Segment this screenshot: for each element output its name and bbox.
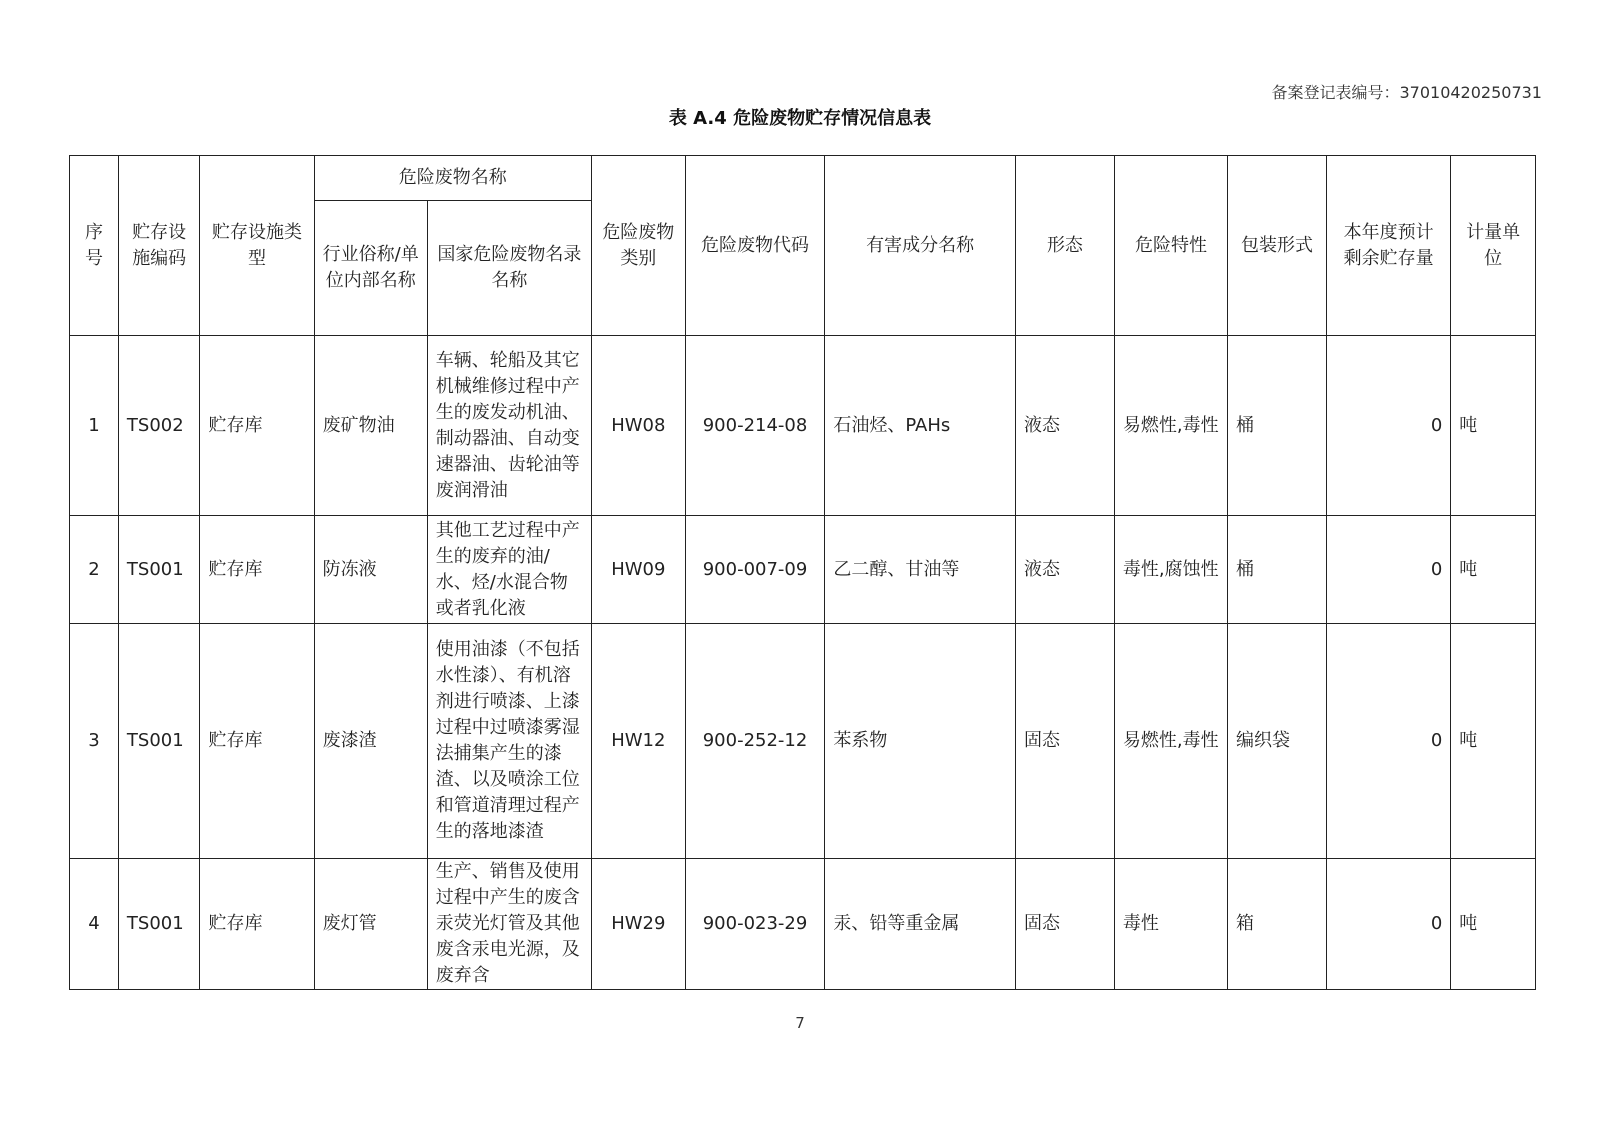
header-facility-type: 贮存设施类型 (200, 156, 314, 336)
cell-remaining: 0 (1326, 624, 1450, 859)
cell-packaging: 桶 (1228, 336, 1327, 516)
cell-packaging: 箱 (1228, 859, 1327, 990)
cell-form: 液态 (1016, 336, 1115, 516)
cell-facility-type: 贮存库 (200, 859, 314, 990)
header-form: 形态 (1016, 156, 1115, 336)
cell-hazard: 易燃性,毒性 (1114, 336, 1227, 516)
header-packaging: 包装形式 (1228, 156, 1327, 336)
cell-unit: 吨 (1451, 624, 1536, 859)
cell-industry-name: 废矿物油 (314, 336, 427, 516)
cell-facility-type: 贮存库 (200, 516, 314, 624)
cell-harmful: 汞、铅等重金属 (825, 859, 1016, 990)
cell-facility-type: 贮存库 (200, 336, 314, 516)
header-remaining: 本年度预计剩余贮存量 (1326, 156, 1450, 336)
cell-hazard: 易燃性,毒性 (1114, 624, 1227, 859)
cell-code: 900-023-29 (685, 859, 825, 990)
cell-harmful: 石油烃、PAHs (825, 336, 1016, 516)
registration-number: 备案登记表编号：37010420250731 (1271, 83, 1542, 102)
cell-industry-name: 废漆渣 (314, 624, 427, 859)
cell-form: 固态 (1016, 624, 1115, 859)
header-industry-name: 行业俗称/单位内部名称 (314, 201, 427, 336)
cell-category: HW12 (591, 624, 685, 859)
cell-unit: 吨 (1451, 516, 1536, 624)
table-row (70, 859, 1536, 990)
cell-form: 液态 (1016, 516, 1115, 624)
cell-unit: 吨 (1451, 336, 1536, 516)
cell-facility-code: TS001 (118, 859, 200, 990)
header-hazard: 危险特性 (1114, 156, 1227, 336)
table-title: 表 A.4 危险废物贮存情况信息表 (668, 108, 932, 129)
cell-packaging: 编织袋 (1228, 624, 1327, 859)
cell-remaining: 0 (1326, 859, 1450, 990)
cell-seq: 3 (70, 624, 119, 859)
cell-harmful: 苯系物 (825, 624, 1016, 859)
cell-remaining: 0 (1326, 336, 1450, 516)
cell-category: HW09 (591, 516, 685, 624)
cell-national-name: 其他工艺过程中产生的废弃的油/水、烃/水混合物或者乳化液 (427, 516, 591, 624)
header-harmful: 有害成分名称 (825, 156, 1016, 336)
cell-national-name: 车辆、轮船及其它机械维修过程中产生的废发动机油、制动器油、自动变速器油、齿轮油等废润滑油 (427, 336, 591, 516)
cell-industry-name: 废灯管 (314, 859, 427, 990)
header-facility-code: 贮存设施编码 (118, 156, 200, 336)
cell-facility-code: TS001 (118, 516, 200, 624)
cell-packaging: 桶 (1228, 516, 1327, 624)
cell-harmful: 乙二醇、甘油等 (825, 516, 1016, 624)
header-code: 危险废物代码 (685, 156, 825, 336)
cell-code: 900-214-08 (685, 336, 825, 516)
page-number: 7 (795, 1014, 805, 1032)
cell-remaining: 0 (1326, 516, 1450, 624)
cell-code: 900-252-12 (685, 624, 825, 859)
cell-seq: 2 (70, 516, 119, 624)
table-row (70, 624, 1536, 859)
cell-seq: 1 (70, 336, 119, 516)
cell-form: 固态 (1016, 859, 1115, 990)
hazardous-waste-storage-table (69, 155, 1536, 990)
cell-facility-type: 贮存库 (200, 624, 314, 859)
cell-national-name: 使用油漆（不包括水性漆）、有机溶剂进行喷漆、上漆过程中过喷漆雾湿法捕集产生的漆渣、以及喷涂工位和管道清理过程产生的落地漆渣 (427, 624, 591, 859)
header-national-name: 国家危险废物名录名称 (427, 201, 591, 336)
cell-hazard: 毒性 (1114, 859, 1227, 990)
cell-hazard: 毒性,腐蚀性 (1114, 516, 1227, 624)
cell-unit: 吨 (1451, 859, 1536, 990)
header-waste-name-group: 危险废物名称 (314, 156, 591, 201)
cell-industry-name: 防冻液 (314, 516, 427, 624)
cell-category: HW08 (591, 336, 685, 516)
cell-seq: 4 (70, 859, 119, 990)
table-row (70, 516, 1536, 624)
header-category: 危险废物类别 (591, 156, 685, 336)
header-unit: 计量单位 (1451, 156, 1536, 336)
cell-national-name: 生产、销售及使用过程中产生的废含汞荧光灯管及其他废含汞电光源，及废弃含 (427, 859, 591, 990)
cell-category: HW29 (591, 859, 685, 990)
header-seq: 序号 (70, 156, 119, 336)
cell-facility-code: TS002 (118, 336, 200, 516)
cell-facility-code: TS001 (118, 624, 200, 859)
table-row (70, 336, 1536, 516)
cell-code: 900-007-09 (685, 516, 825, 624)
